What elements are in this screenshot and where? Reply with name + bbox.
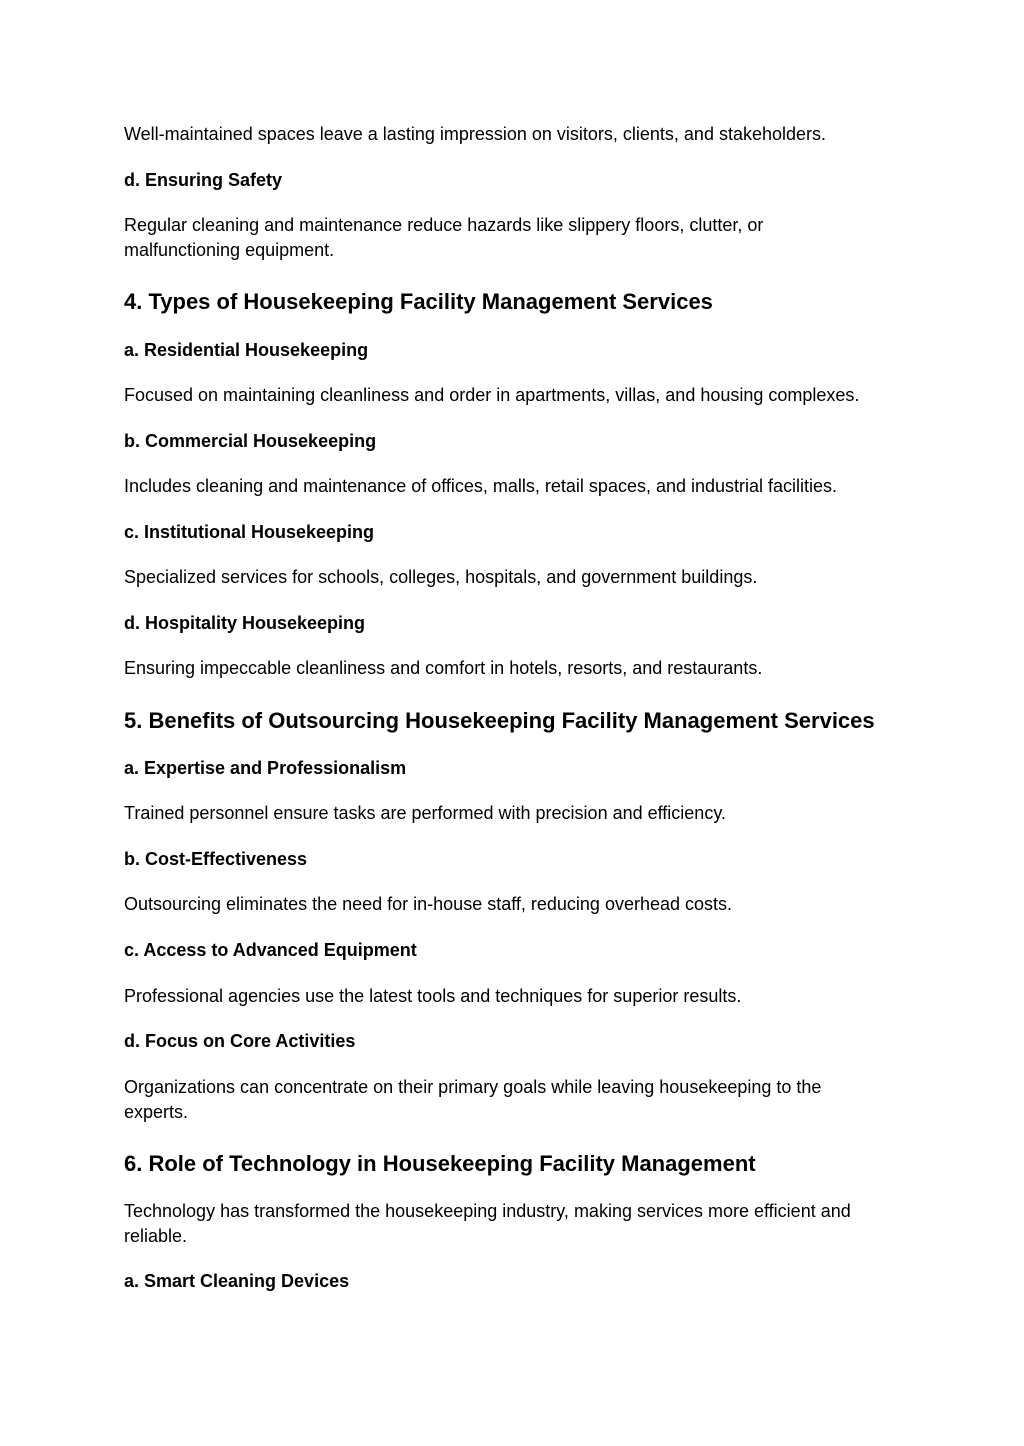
subheading-cost-effectiveness: b. Cost-Effectiveness bbox=[124, 849, 308, 869]
subheading-expertise: a. Expertise and Professionalism bbox=[124, 758, 407, 778]
subheading-residential: a. Residential Housekeeping bbox=[124, 340, 369, 360]
subheading-hospitality: d. Hospitality Housekeeping bbox=[124, 613, 366, 633]
paragraph-residential: Focused on maintaining cleanliness and order in apartments, villas, and housing complexes. bbox=[124, 385, 860, 405]
paragraph-institutional: Specialized services for schools, colleges, hospitals, and government buildings. bbox=[124, 567, 758, 587]
subheading-commercial: b. Commercial Housekeeping bbox=[124, 431, 377, 451]
paragraph-commercial: Includes cleaning and maintenance of offices, malls, retail spaces, and industrial facilities. bbox=[124, 476, 838, 496]
paragraph-core-activities: Organizations can concentrate on their primary goals while leaving housekeeping to the experts. bbox=[124, 1077, 822, 1122]
subheading-institutional: c. Institutional Housekeeping bbox=[124, 522, 375, 542]
paragraph-advanced-equipment: Professional agencies use the latest tools and techniques for superior results. bbox=[124, 986, 742, 1006]
paragraph-technology-intro: Technology has transformed the housekeeping industry, making services more efficient and reliable. bbox=[124, 1201, 851, 1246]
subheading-smart-cleaning: a. Smart Cleaning Devices bbox=[124, 1271, 350, 1291]
section-heading-benefits: 5. Benefits of Outsourcing Housekeeping Facility Management Services bbox=[124, 708, 875, 733]
paragraph-ensuring-safety: Regular cleaning and maintenance reduce hazards like slippery floors, clutter, or malfunctioning equipment. bbox=[124, 215, 764, 260]
paragraph-hospitality: Ensuring impeccable cleanliness and comfort in hotels, resorts, and restaurants. bbox=[124, 658, 763, 678]
paragraph-cost-effectiveness: Outsourcing eliminates the need for in-house staff, reducing overhead costs. bbox=[124, 894, 733, 914]
section-heading-technology: 6. Role of Technology in Housekeeping Facility Management bbox=[124, 1151, 756, 1176]
subheading-advanced-equipment: c. Access to Advanced Equipment bbox=[124, 940, 417, 960]
paragraph-lasting-impression: Well-maintained spaces leave a lasting impression on visitors, clients, and stakeholders. bbox=[124, 124, 827, 144]
subheading-ensuring-safety: d. Ensuring Safety bbox=[124, 170, 283, 190]
paragraph-expertise: Trained personnel ensure tasks are performed with precision and efficiency. bbox=[124, 803, 726, 823]
section-heading-types: 4. Types of Housekeeping Facility Management Services bbox=[124, 289, 713, 314]
subheading-core-activities: d. Focus on Core Activities bbox=[124, 1031, 356, 1051]
